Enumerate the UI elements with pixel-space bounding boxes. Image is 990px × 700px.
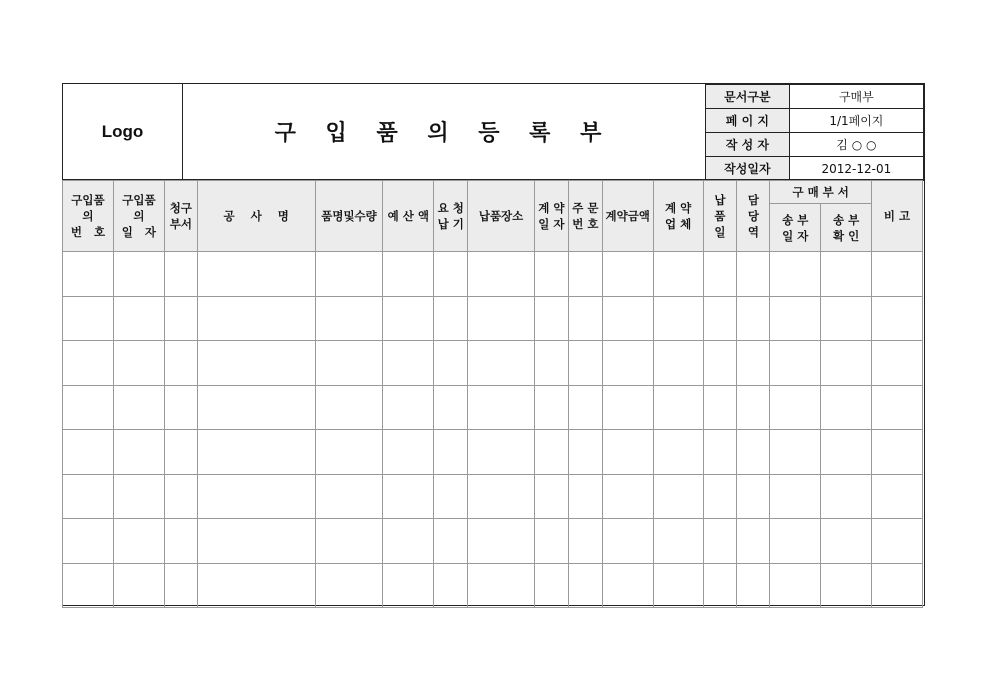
form-header [63, 84, 924, 180]
col-sent-date [770, 204, 821, 252]
table-cell[interactable] [653, 296, 703, 341]
col-sent-confirm-line2: 확 인 [833, 228, 860, 243]
table-cell[interactable] [468, 563, 535, 608]
col-contract-date [534, 181, 568, 252]
table-cell[interactable] [568, 296, 602, 341]
table-row [63, 252, 923, 297]
table-cell[interactable] [63, 474, 114, 519]
table-cell[interactable] [315, 341, 383, 386]
col-contract-date-line2: 일 자 [538, 217, 565, 231]
col-delivery-date-line1: 납 [714, 193, 726, 207]
table-cell[interactable] [383, 519, 434, 564]
col-delivery-date-line3: 일 [714, 225, 726, 239]
col-contractor-line1: 계 약 [664, 201, 692, 215]
table-cell[interactable] [737, 474, 770, 519]
table-row [63, 519, 923, 564]
table-cell[interactable] [197, 385, 315, 430]
table-cell[interactable] [434, 519, 468, 564]
col-person-in-charge-line2: 당 [747, 209, 759, 223]
table-cell[interactable] [703, 341, 737, 386]
table-cell[interactable] [872, 252, 923, 297]
table-cell[interactable] [434, 430, 468, 475]
table-cell[interactable] [703, 296, 737, 341]
table-cell[interactable] [703, 474, 737, 519]
register-table [62, 180, 923, 608]
table-cell[interactable] [770, 341, 821, 386]
table-cell[interactable] [770, 519, 821, 564]
table-cell[interactable] [568, 430, 602, 475]
col-contract-amount: 계약금액 [602, 181, 653, 252]
table-cell[interactable] [872, 474, 923, 519]
table-cell[interactable] [821, 252, 872, 297]
table-cell[interactable] [383, 563, 434, 608]
table-cell[interactable] [872, 519, 923, 564]
table-cell[interactable] [534, 252, 568, 297]
col-sent-confirm [821, 204, 872, 252]
col-order-number-line2: 번 호 [572, 217, 599, 231]
table-cell[interactable] [703, 252, 737, 297]
table-cell[interactable] [653, 385, 703, 430]
table-cell[interactable] [164, 385, 197, 430]
table-cell[interactable] [872, 385, 923, 430]
col-contractor [653, 181, 703, 252]
table-cell[interactable] [653, 252, 703, 297]
table-cell[interactable] [821, 385, 872, 430]
table-cell[interactable] [737, 341, 770, 386]
table-cell[interactable] [434, 563, 468, 608]
col-requesting-dept-line1: 청구 [169, 201, 192, 215]
table-cell[interactable] [197, 341, 315, 386]
col-item-date [113, 181, 164, 252]
table-cell[interactable] [315, 430, 383, 475]
table-cell[interactable] [315, 519, 383, 564]
table-cell[interactable] [821, 474, 872, 519]
col-sent-date-line2: 일 자 [782, 228, 809, 243]
col-budget: 예 산 액 [383, 181, 434, 252]
table-cell[interactable] [315, 296, 383, 341]
table-cell[interactable] [703, 519, 737, 564]
col-item-date-line1: 구입품 [122, 193, 156, 207]
col-group-purchasing-dept: 구 매 부 서 [770, 181, 872, 204]
table-cell[interactable] [770, 252, 821, 297]
table-cell[interactable] [568, 474, 602, 519]
table-cell[interactable] [821, 341, 872, 386]
table-cell[interactable] [63, 385, 114, 430]
table-cell[interactable] [872, 341, 923, 386]
table-cell[interactable] [602, 296, 653, 341]
col-item-date-line3: 일 자 [121, 225, 157, 239]
table-cell[interactable] [468, 519, 535, 564]
table-cell[interactable] [434, 341, 468, 386]
table-cell[interactable] [468, 385, 535, 430]
col-delivery-place: 납품장소 [468, 181, 535, 252]
table-cell[interactable] [534, 296, 568, 341]
table-cell[interactable] [63, 519, 114, 564]
table-cell[interactable] [383, 252, 434, 297]
table-cell[interactable] [113, 296, 164, 341]
table-cell[interactable] [568, 252, 602, 297]
col-requested-delivery [434, 181, 468, 252]
table-cell[interactable] [653, 430, 703, 475]
col-remarks: 비 고 [872, 181, 923, 252]
form-title: 구 입 품 의 등 록 부 [274, 121, 613, 146]
table-row [63, 296, 923, 341]
table-cell[interactable] [568, 385, 602, 430]
col-person-in-charge-line1: 담 [747, 193, 759, 207]
table-cell[interactable] [602, 430, 653, 475]
col-item-date-line2: 의 [133, 209, 145, 223]
table-cell[interactable] [197, 430, 315, 475]
table-cell[interactable] [63, 341, 114, 386]
author-label: 작 성 자 [706, 133, 790, 157]
table-cell[interactable] [821, 563, 872, 608]
table-cell[interactable] [737, 430, 770, 475]
table-cell[interactable] [468, 474, 535, 519]
table-cell[interactable] [63, 296, 114, 341]
col-item-number [63, 181, 114, 252]
table-cell[interactable] [534, 385, 568, 430]
table-cell[interactable] [653, 519, 703, 564]
table-cell[interactable] [534, 563, 568, 608]
col-person-in-charge [737, 181, 770, 252]
table-cell[interactable] [468, 341, 535, 386]
col-requesting-dept-line2: 부서 [169, 217, 192, 231]
table-cell[interactable] [113, 385, 164, 430]
table-cell[interactable] [164, 430, 197, 475]
table-cell[interactable] [434, 252, 468, 297]
table-cell[interactable] [113, 430, 164, 475]
logo: Logo [63, 84, 183, 179]
col-order-number-line1: 주 문 [572, 201, 599, 215]
table-cell[interactable] [164, 252, 197, 297]
col-item-quantity: 품명및수량 [315, 181, 383, 252]
table-cell[interactable] [534, 474, 568, 519]
table-cell[interactable] [737, 252, 770, 297]
table-cell[interactable] [164, 474, 197, 519]
table-cell[interactable] [737, 385, 770, 430]
table-cell[interactable] [468, 430, 535, 475]
col-delivery-date [703, 181, 737, 252]
table-row [63, 341, 923, 386]
table-cell[interactable] [737, 296, 770, 341]
table-cell[interactable] [113, 474, 164, 519]
table-cell[interactable] [653, 563, 703, 608]
table-cell[interactable] [770, 296, 821, 341]
table-cell[interactable] [197, 519, 315, 564]
table-cell[interactable] [737, 563, 770, 608]
table-cell[interactable] [703, 385, 737, 430]
table-cell[interactable] [434, 474, 468, 519]
table-cell[interactable] [534, 519, 568, 564]
table-cell[interactable] [315, 474, 383, 519]
purchase-register-form [62, 83, 925, 606]
table-cell[interactable] [164, 563, 197, 608]
col-person-in-charge-line3: 역 [747, 225, 759, 239]
col-order-number [568, 181, 602, 252]
table-cell[interactable] [872, 430, 923, 475]
table-cell[interactable] [63, 430, 114, 475]
col-sent-date-line1: 송 부 [782, 212, 809, 227]
page-label: 페 이 지 [706, 109, 790, 133]
table-cell[interactable] [315, 385, 383, 430]
doc-type-label: 문서구분 [706, 85, 790, 109]
table-cell[interactable] [63, 252, 114, 297]
table-cell[interactable] [568, 341, 602, 386]
document-info-table [705, 84, 924, 181]
col-item-number-line3: 번 호 [70, 225, 106, 239]
table-cell[interactable] [383, 430, 434, 475]
table-cell[interactable] [534, 341, 568, 386]
table-cell[interactable] [821, 430, 872, 475]
date-label: 작성일자 [706, 157, 790, 181]
table-cell[interactable] [602, 341, 653, 386]
table-cell[interactable] [821, 296, 872, 341]
col-delivery-date-line2: 품 [714, 209, 726, 223]
col-contract-date-line1: 계 약 [538, 201, 565, 215]
table-cell[interactable] [770, 563, 821, 608]
table-cell[interactable] [737, 519, 770, 564]
register-table-body [63, 252, 923, 608]
col-item-number-line1: 구입품 [71, 193, 105, 207]
table-cell[interactable] [164, 296, 197, 341]
table-row [63, 430, 923, 475]
table-cell[interactable] [653, 474, 703, 519]
table-cell[interactable] [197, 563, 315, 608]
table-cell[interactable] [602, 474, 653, 519]
table-cell[interactable] [653, 341, 703, 386]
table-cell[interactable] [63, 563, 114, 608]
table-cell[interactable] [164, 341, 197, 386]
date-value: 2012-12-01 [789, 157, 923, 181]
table-cell[interactable] [568, 519, 602, 564]
table-cell[interactable] [602, 252, 653, 297]
doc-type-value: 구매부 [789, 85, 923, 109]
author-value: 김 ○ ○ [789, 133, 923, 157]
table-cell[interactable] [113, 341, 164, 386]
table-cell[interactable] [602, 519, 653, 564]
table-cell[interactable] [872, 563, 923, 608]
table-row [63, 474, 923, 519]
col-requested-delivery-line2: 납 기 [437, 217, 464, 231]
table-cell[interactable] [164, 519, 197, 564]
table-cell[interactable] [770, 385, 821, 430]
table-cell[interactable] [703, 563, 737, 608]
table-cell[interactable] [602, 385, 653, 430]
table-cell[interactable] [197, 296, 315, 341]
table-cell[interactable] [383, 474, 434, 519]
table-cell[interactable] [383, 385, 434, 430]
col-sent-confirm-line1: 송 부 [833, 212, 860, 227]
table-cell[interactable] [468, 252, 535, 297]
table-row [63, 563, 923, 608]
table-cell[interactable] [770, 430, 821, 475]
table-cell[interactable] [434, 296, 468, 341]
table-cell[interactable] [383, 296, 434, 341]
col-contractor-line2: 업 체 [664, 217, 692, 231]
table-cell[interactable] [113, 252, 164, 297]
table-cell[interactable] [872, 296, 923, 341]
table-cell[interactable] [434, 385, 468, 430]
col-requested-delivery-line1: 요 청 [437, 201, 464, 215]
table-cell[interactable] [197, 474, 315, 519]
table-cell[interactable] [113, 563, 164, 608]
table-cell[interactable] [468, 296, 535, 341]
table-cell[interactable] [703, 430, 737, 475]
col-requesting-dept [164, 181, 197, 252]
table-cell[interactable] [534, 430, 568, 475]
table-cell[interactable] [315, 252, 383, 297]
table-cell[interactable] [770, 474, 821, 519]
col-item-number-line2: 의 [82, 209, 94, 223]
col-project-name: 공 사 명 [197, 181, 315, 252]
table-cell[interactable] [197, 252, 315, 297]
table-cell[interactable] [568, 563, 602, 608]
page-value: 1/1페이지 [789, 109, 923, 133]
table-cell[interactable] [113, 519, 164, 564]
table-cell[interactable] [383, 341, 434, 386]
table-cell[interactable] [315, 563, 383, 608]
table-cell[interactable] [821, 519, 872, 564]
table-row [63, 385, 923, 430]
table-cell[interactable] [602, 563, 653, 608]
